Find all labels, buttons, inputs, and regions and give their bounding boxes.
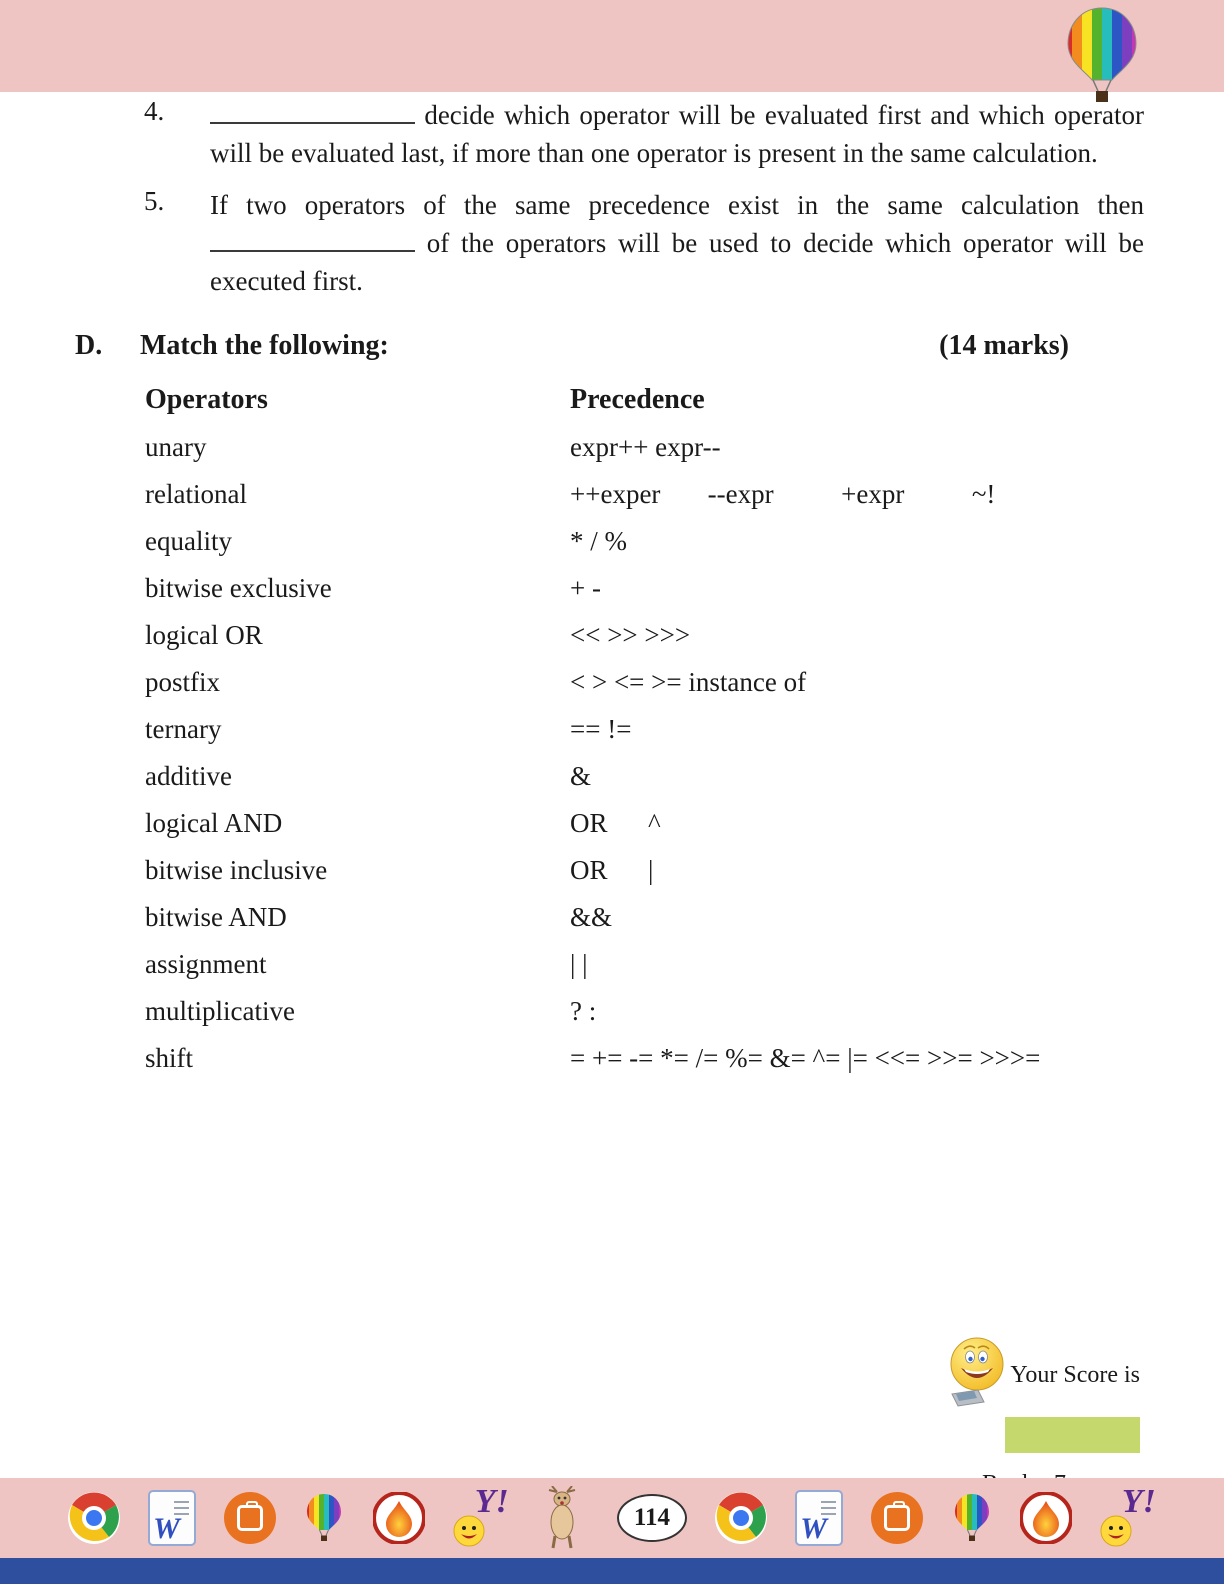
precedence-value: == != <box>570 714 632 744</box>
question-number: 5. <box>144 186 165 216</box>
match-row <box>145 424 1224 471</box>
match-row <box>145 988 1224 1035</box>
precedence-value: & <box>570 761 592 791</box>
precedence-value: = += -= *= /= %= &= ^= |= <<= >>= >>>= <box>570 1043 1041 1073</box>
match-row <box>145 612 1224 659</box>
precedence-value: | | <box>570 949 588 979</box>
question-text <box>210 186 1144 300</box>
precedence-value: OR ^ <box>570 808 661 838</box>
operator-label: postfix <box>145 667 221 697</box>
flame-icon <box>373 1492 425 1544</box>
yahoo-icon: Y! <box>453 1489 509 1547</box>
page-number-badge <box>617 1494 687 1542</box>
operator-label: ternary <box>145 714 222 744</box>
column-header-operators: Operators <box>145 384 268 415</box>
question-5 <box>144 186 1145 300</box>
operator-label: unary <box>145 432 207 462</box>
precedence-value: ? : <box>570 996 597 1026</box>
match-row <box>145 659 1224 706</box>
question-body: of the operators will be used to decide which operator will be executed first. <box>210 228 1145 296</box>
operator-label: multiplicative <box>145 996 295 1026</box>
question-body: decide which operator will be evaluated first and which operator will be evaluated last, if more than one operator is present in the same calculation. <box>210 100 1144 168</box>
question-4 <box>144 96 1144 172</box>
page-number: 114 <box>633 1504 671 1531</box>
operator-label: equality <box>145 526 232 556</box>
reindeer-icon <box>537 1486 589 1550</box>
match-row <box>145 471 1224 518</box>
operator-label: logical AND <box>145 808 283 838</box>
match-row <box>145 753 1224 800</box>
balloon-icon <box>952 1491 992 1545</box>
answer-blank <box>210 99 415 124</box>
question-body: If two operators of the same precedence exist in the same calculation then <box>210 190 1144 220</box>
operator-label: bitwise exclusive <box>145 573 332 603</box>
match-row <box>145 800 1224 847</box>
precedence-value: << >> >>> <box>570 620 691 650</box>
section-title: Match the following: <box>140 330 389 361</box>
operator-label: assignment <box>145 949 267 979</box>
word-icon <box>148 1490 196 1546</box>
chrome-icon <box>68 1492 120 1544</box>
flame-icon <box>1020 1492 1072 1544</box>
match-table-header <box>145 376 1224 424</box>
match-row <box>145 941 1224 988</box>
column-header-precedence: Precedence <box>570 384 705 415</box>
orange-app-icon <box>224 1492 276 1544</box>
precedence-value: && <box>570 902 613 932</box>
balloon-icon <box>304 1491 344 1545</box>
match-row <box>145 847 1224 894</box>
operator-label: additive <box>145 761 232 791</box>
match-row <box>145 894 1224 941</box>
bottom-strip <box>0 1558 1224 1584</box>
precedence-value: + - <box>570 573 601 603</box>
precedence-value: < > <= >= instance of <box>570 667 807 697</box>
operator-label: bitwise inclusive <box>145 855 328 885</box>
word-icon <box>795 1490 843 1546</box>
question-text <box>210 96 1144 172</box>
operator-label: relational <box>145 479 247 509</box>
match-row <box>145 518 1224 565</box>
footer-icon-strip <box>0 1478 1224 1558</box>
smiley-icon <box>944 1336 1008 1415</box>
answer-blank <box>210 227 415 252</box>
match-table <box>145 376 1224 1082</box>
orange-app-icon <box>871 1492 923 1544</box>
score-label: Your Score is <box>1010 1362 1140 1388</box>
precedence-value: * / % <box>570 526 627 556</box>
operator-label: logical OR <box>145 620 263 650</box>
precedence-value: ++exper --expr +expr ~! <box>570 479 996 509</box>
precedence-value: OR | <box>570 855 654 885</box>
precedence-value: expr++ expr-- <box>570 432 721 462</box>
section-label: D. <box>75 330 103 361</box>
top-band <box>0 0 1224 92</box>
score-area <box>908 1336 1140 1498</box>
question-number: 4. <box>144 96 165 126</box>
match-row <box>145 1035 1224 1082</box>
match-row <box>145 565 1224 612</box>
section-d-heading <box>0 314 1224 362</box>
section-marks: (14 marks) <box>939 330 1069 361</box>
match-row <box>145 706 1224 753</box>
score-input-box <box>1005 1417 1140 1453</box>
footer-band <box>0 1478 1224 1558</box>
yahoo-icon: Y! <box>1100 1489 1156 1547</box>
operator-label: bitwise AND <box>145 902 287 932</box>
chrome-icon <box>715 1492 767 1544</box>
operator-label: shift <box>145 1043 194 1073</box>
